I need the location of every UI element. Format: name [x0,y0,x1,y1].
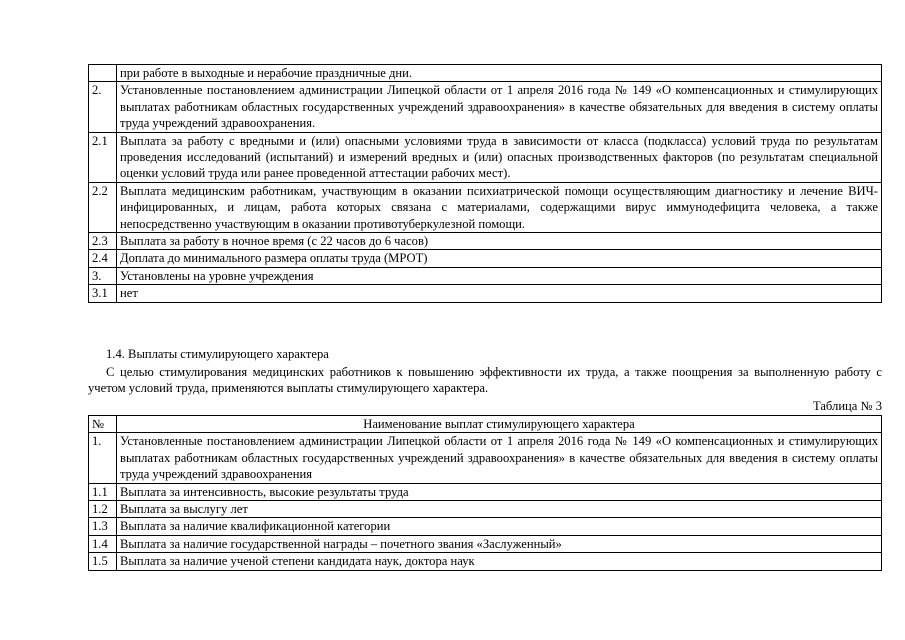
table-row [89,182,882,232]
row-number: 3.1 [89,285,117,302]
row-text: Выплата за работу в ночное время (с 22 часов до 6 часов) [117,233,882,250]
row-text: Установленные постановлением администрации Липецкой области от 1 апреля 2016 года № 149 «О компенсационных и стимулирующих выплатах работникам областных государственных учреждений здравоохранения» в качестве обязательных для введения в систему оплаты труда учреждений здравоохранения. [117,82,882,132]
row-text: Установленные постановлением администрации Липецкой области от 1 апреля 2016 года № 149 «О компенсационных и стимулирующих выплатах работникам областных государственных учреждений здравоохранения» в качестве обязательных для введения в систему оплаты труда учреждений здравоохранения [117,433,882,483]
table-row [89,535,882,552]
table-row [89,82,882,132]
row-number: 1.1 [89,483,117,500]
row-text: Выплата за интенсивность, высокие результаты труда [117,483,882,500]
row-number: 2.3 [89,233,117,250]
row-text: при работе в выходные и нерабочие праздничные дни. [117,65,882,82]
table-row [89,501,882,518]
row-text: Выплата за работу с вредными и (или) опасными условиями труда в зависимости от класса (подкласса) условий труда по результатам проведения исследований (испытаний) и измерений вредных и (или) опасных производственных факторов (по результатам специальной оценки условий труда или ранее проведенной аттестации рабочих мест). [117,132,882,182]
section-paragraph: С целью стимулирования медицинских работников к повышению эффективности их труда, а также поощрения за выполненную работу с учетом условий труда, применяются выплаты стимулирующего характера. [88,365,882,396]
row-number [89,65,117,82]
row-text: нет [117,285,882,302]
table-row [89,233,882,250]
table-caption: Таблица № 3 [812,399,882,413]
row-text: Выплата медицинским работникам, участвующим в оказании психиатрической помощи осуществляющим диагностику и лечение ВИЧ-инфицированных, и лицам, работа которых связана с материалами, содержащими вирус иммунодефицита человека, а также непосредственно участвующим в оказании противотуберкулезной помощи. [117,182,882,232]
section-heading: 1.4. Выплаты стимулирующего характера [106,347,329,361]
incentive-payments-table [88,415,882,571]
row-text: Выплата за наличие государственной награды – почетного звания «Заслуженный» [117,535,882,552]
row-number: 2.1 [89,132,117,182]
row-number: 2.4 [89,250,117,267]
row-number: 2.2 [89,182,117,232]
row-text: Выплата за наличие квалификационной категории [117,518,882,535]
row-text: Установлены на уровне учреждения [117,267,882,284]
row-number: 2. [89,82,117,132]
table-row [89,132,882,182]
table-row [89,250,882,267]
table-row [89,553,882,570]
table-row [89,518,882,535]
header-number: № [89,416,117,433]
table-header-row [89,416,882,433]
row-number: 1.2 [89,501,117,518]
row-number: 1.3 [89,518,117,535]
row-text: Доплата до минимального размера оплаты труда (МРОТ) [117,250,882,267]
row-number: 1.5 [89,553,117,570]
header-name: Наименование выплат стимулирующего характера [117,416,882,433]
row-text: Выплата за наличие ученой степени кандидата наук, доктора наук [117,553,882,570]
compensation-payments-table [88,64,882,303]
row-number: 1. [89,433,117,483]
row-text: Выплата за выслугу лет [117,501,882,518]
table-row [89,267,882,284]
table-row [89,483,882,500]
table-row [89,65,882,82]
table-row [89,433,882,483]
row-number: 1.4 [89,535,117,552]
row-number: 3. [89,267,117,284]
table-row [89,285,882,302]
